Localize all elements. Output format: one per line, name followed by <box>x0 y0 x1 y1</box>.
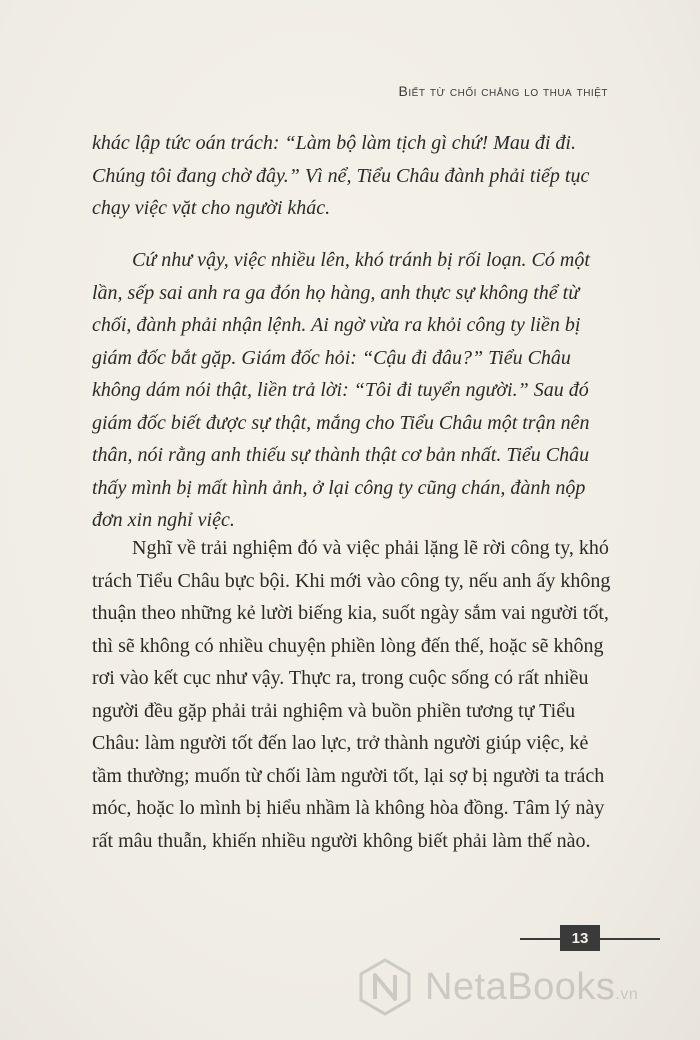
paragraph-2-text: Cứ như vậy, việc nhiều lên, khó tránh bị rối loạn. Có một lần, sếp sai anh ra ga đón họ hàng, anh thực sự không thể từ chối, đành phải nhận lệnh. Ai ngờ vừa ra khỏi công ty liền bị giám đốc bắt gặp. Giám đốc hỏi: “Cậu đi đâu?” Tiểu Châu không dám nói thật, liền trả lời: “Tôi đi tuyển người.” Sau đó giám đốc biết được sự thật, mắng cho Tiểu Châu một trận nên thân, nói rằng anh thiếu sự thành thật cơ bản nhất. Tiểu Châu thấy mình bị mất hình ảnh, ở lại công ty cũng chán, đành nộp đơn xin nghỉ việc. <box>92 249 590 531</box>
running-header-title: Biết từ chối chẳng lo thua thiệt <box>398 83 608 99</box>
running-header <box>0 83 608 99</box>
paragraph-3-text: Nghĩ về trải nghiệm đó và việc phải lặng lẽ rời công ty, khó trách Tiểu Châu bực bội. Khi mới vào công ty, nếu anh ấy không thuận theo những kẻ lười biếng kia, suốt ngày sắm vai người tốt, thì sẽ không có nhiều chuyện phiền lòng đến thế, hoặc sẽ không rơi vào kết cục như vậy. Thực ra, trong cuộc sống có rất nhiều người đều gặp phải trải nghiệm và buồn phiền tương tự Tiểu Châu: làm người tốt đến lao lực, trở thành người giúp việc, kẻ tầm thường; muốn từ chối làm người tốt, lại sợ bị người ta trách móc, hoặc lo mình bị hiểu nhầm là không hòa đồng. Tâm lý này rất mâu thuẫn, khiến nhiều người không biết phải làm thế nào. <box>92 537 611 852</box>
netabooks-logo-icon <box>355 957 415 1017</box>
watermark <box>355 955 638 1019</box>
paragraph-2 <box>92 244 612 537</box>
watermark-brand: NetaBooks <box>425 965 616 1008</box>
paragraph-1: khác lập tức oán trách: “Làm bộ làm tịch gì chứ! Mau đi đi. Chúng tôi đang chờ đây.” Vì nể, Tiểu Châu đành phải tiếp tục chạy việc vặt cho người khác. <box>92 132 590 219</box>
page-number: 13 <box>560 925 600 951</box>
watermark-text <box>425 966 638 1009</box>
watermark-suffix: .vn <box>615 985 639 1003</box>
paragraph-3 <box>92 532 612 857</box>
